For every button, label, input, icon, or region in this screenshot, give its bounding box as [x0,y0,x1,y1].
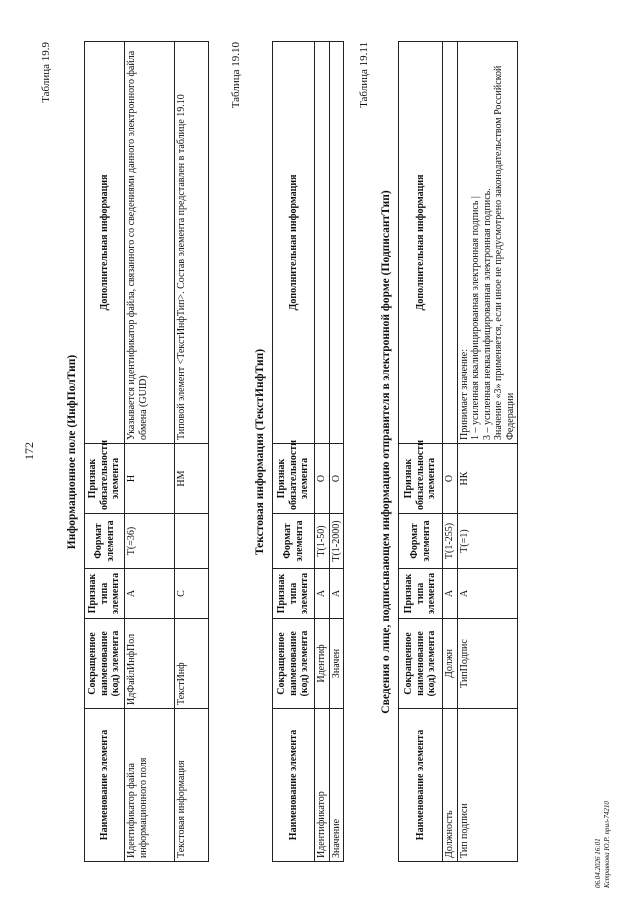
table-19-11-label: Таблица 19.11 [358,42,370,108]
header-required: Признак обязательности элемента [85,444,125,514]
table-19-9-title: Информационное поле (ИнфПолТип) [66,354,78,550]
header-format: Формат элемента [85,514,125,569]
table-header-row [273,42,315,862]
info-line: 3 – усиленная неквалифицированная электронная подпись. [481,188,493,440]
table-19-11 [398,41,518,862]
cell-code: Значен [329,619,344,709]
footer-author: Кстравкова Ю.Р. прил-74210 [602,801,611,888]
cell-required: НК [457,444,518,514]
header-info: Дополнительная информация [273,42,315,444]
header-name: Наименование элемента [273,709,315,862]
table-header-row [85,42,125,862]
cell-required: Н [125,444,175,514]
table-19-11-title: Сведения о лице, подписывающем информацию отправителя в электронной форме (ПодписантТип) [380,190,392,714]
cell-type: А [315,569,330,619]
cell-code: Должн [443,619,458,709]
cell-name: Тип подписи [457,709,518,862]
footer-date: 06.04.2026 16:01 [594,838,602,888]
header-required: Признак обязательности элемента [399,444,443,514]
cell-format [175,514,209,569]
header-info: Дополнительная информация [399,42,443,444]
cell-type: А [457,569,518,619]
cell-type: А [443,569,458,619]
info-line: Принимает значение: [458,348,470,440]
header-type: Признак типа элемента [273,569,315,619]
footer-stamp [594,801,612,888]
info-line: Значение «3» применяется, если иное не предусмотрено законодательством Российской Федерации [493,65,516,440]
cell-required: О [443,444,458,514]
cell-code: ТипПодпис [457,619,518,709]
table-row [175,42,209,862]
page-number: 172 [22,442,36,460]
cell-code: ТекстИнф [175,619,209,709]
table-19-10-title: Текстовая информация (ТекстИнфТип) [254,348,266,556]
table-row [125,42,175,862]
cell-type: С [175,569,209,619]
table-row [315,42,330,862]
header-type: Признак типа элемента [399,569,443,619]
cell-required: О [315,444,330,514]
cell-name: Должность [443,709,458,862]
cell-info [315,42,330,444]
header-format: Формат элемента [399,514,443,569]
cell-type: А [329,569,344,619]
table-header-row [399,42,443,862]
cell-code: Идентиф [315,619,330,709]
table-19-9-label: Таблица 19.9 [40,42,52,103]
cell-name: Идентификатор файла информационного поля [125,709,175,862]
table-19-9 [84,41,209,862]
cell-format: T(1-50) [315,514,330,569]
header-name: Наименование элемента [399,709,443,862]
header-code: Сокращенное наименование (код) элемента [273,619,315,709]
header-code: Сокращенное наименование (код) элемента [399,619,443,709]
cell-type: А [125,569,175,619]
cell-format: T(1-2000) [329,514,344,569]
cell-name: Идентификатор [315,709,330,862]
cell-info [443,42,458,444]
table-19-10-label: Таблица 19.10 [230,42,242,109]
cell-info: Указывается идентификатор файла, связанного со сведениями данного электронного файла обмена (GUID) [125,42,175,444]
cell-code: ИдФайлИнфПол [125,619,175,709]
cell-required: НМ [175,444,209,514]
cell-name: Значение [329,709,344,862]
header-info: Дополнительная информация [85,42,125,444]
cell-info: Типовой элемент <ТекстИнфТип>. Состав элемента представлен в таблице 19.10 [175,42,209,444]
table-row [443,42,458,862]
header-required: Признак обязательности элемента [273,444,315,514]
table-row [329,42,344,862]
info-line: 1 – усиленная квалифицированная электронная подпись | [470,196,481,440]
cell-format: T(=1) [457,514,518,569]
cell-format: T(=36) [125,514,175,569]
cell-format: T(1-255) [443,514,458,569]
header-format: Формат элемента [273,514,315,569]
cell-name: Текстовая информация [175,709,209,862]
table-19-10 [272,41,344,862]
header-type: Признак типа элемента [85,569,125,619]
table-row [457,42,518,862]
cell-info [457,42,518,444]
cell-info [329,42,344,444]
cell-required: О [329,444,344,514]
header-name: Наименование элемента [85,709,125,862]
header-code: Сокращенное наименование (код) элемента [85,619,125,709]
